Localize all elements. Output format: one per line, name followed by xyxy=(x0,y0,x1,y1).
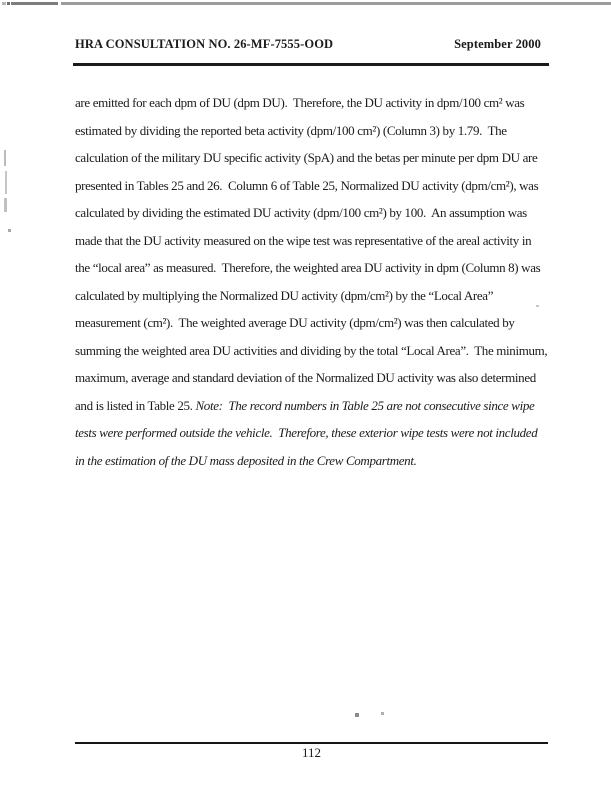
text-line xyxy=(75,89,547,117)
text-line xyxy=(75,172,547,200)
text-line xyxy=(75,117,547,145)
text-segment: maximum, average and standard deviation of the Normalized DU activity was also determined xyxy=(75,370,536,385)
text-segment: are emitted for each dpm of DU (dpm DU). Therefore, the DU activity in dpm/100 cm² was xyxy=(75,95,525,110)
text-line xyxy=(75,337,547,365)
text-line xyxy=(75,309,547,337)
text-line xyxy=(75,419,547,447)
text-segment: estimated by dividing the reported beta activity (dpm/100 cm²) (Column 3) by 1.79. The xyxy=(75,122,507,138)
text-segment: calculated by multiplying the Normalized DU activity (dpm/cm²) by the “Local Area” xyxy=(75,287,494,303)
text-segment: measurement (cm²). The weighted average DU activity (dpm/cm²) was then calculated by xyxy=(75,315,515,330)
text-segment: made that the DU activity measured on the wipe test was representative of the areal activity in xyxy=(75,232,532,248)
text-line xyxy=(75,227,547,255)
scan-artifact-margin-smudge xyxy=(4,198,7,212)
text-line xyxy=(75,282,547,310)
text-segment: and is listed in Table 25. xyxy=(75,397,196,413)
text-line xyxy=(75,144,547,172)
body-paragraph xyxy=(75,89,547,474)
scan-artifact-margin-smudge xyxy=(5,171,7,194)
text-line xyxy=(75,254,547,282)
footer-rule xyxy=(75,742,548,744)
text-segment: calculation of the military DU specific activity (SpA) and the betas per minute per dpm DU are xyxy=(75,150,538,165)
header-title: HRA CONSULTATION NO. 26-MF-7555-OOD xyxy=(75,37,334,51)
text-segment: summing the weighted area DU activities and dividing by the total “Local Area”. The minimum, xyxy=(75,342,548,358)
text-line xyxy=(75,199,547,227)
scan-artifact-top-dot-left2 xyxy=(7,2,10,5)
scan-artifact-top-band-left xyxy=(11,2,58,5)
text-segment-italic: Note: The record numbers in Table 25 are not consecutive since wipe xyxy=(195,397,535,413)
text-segment: the “local area” as measured. Therefore, the weighted area DU activity in dpm (Column 8) was xyxy=(75,260,541,275)
header-rule xyxy=(73,63,549,66)
text-line xyxy=(75,364,547,392)
text-segment-italic: in the estimation of the DU mass deposited in the Crew Compartment. xyxy=(75,452,417,468)
text-segment: calculated by dividing the estimated DU activity (dpm/100 cm²) by 100. An assumption was xyxy=(75,205,527,220)
text-segment: presented in Tables 25 and 26. Column 6 of Table 25, Normalized DU activity (dpm/cm²), was xyxy=(75,177,539,193)
header-date: September 2000 xyxy=(454,37,541,51)
scan-artifact-speck xyxy=(355,713,359,717)
text-line xyxy=(75,447,547,475)
scan-artifact-top-dot-left xyxy=(2,2,6,5)
scan-artifact-margin-smudge xyxy=(4,150,6,166)
text-segment-italic: tests were performed outside the vehicle. Therefore, these exterior wipe tests were not included xyxy=(75,425,538,440)
scan-artifact-speck xyxy=(8,229,11,232)
page-number: 112 xyxy=(301,745,322,760)
page-header xyxy=(75,37,541,52)
text-line xyxy=(75,392,547,420)
scan-artifact-top-band-right xyxy=(61,2,611,5)
scan-artifact-speck xyxy=(381,712,384,715)
